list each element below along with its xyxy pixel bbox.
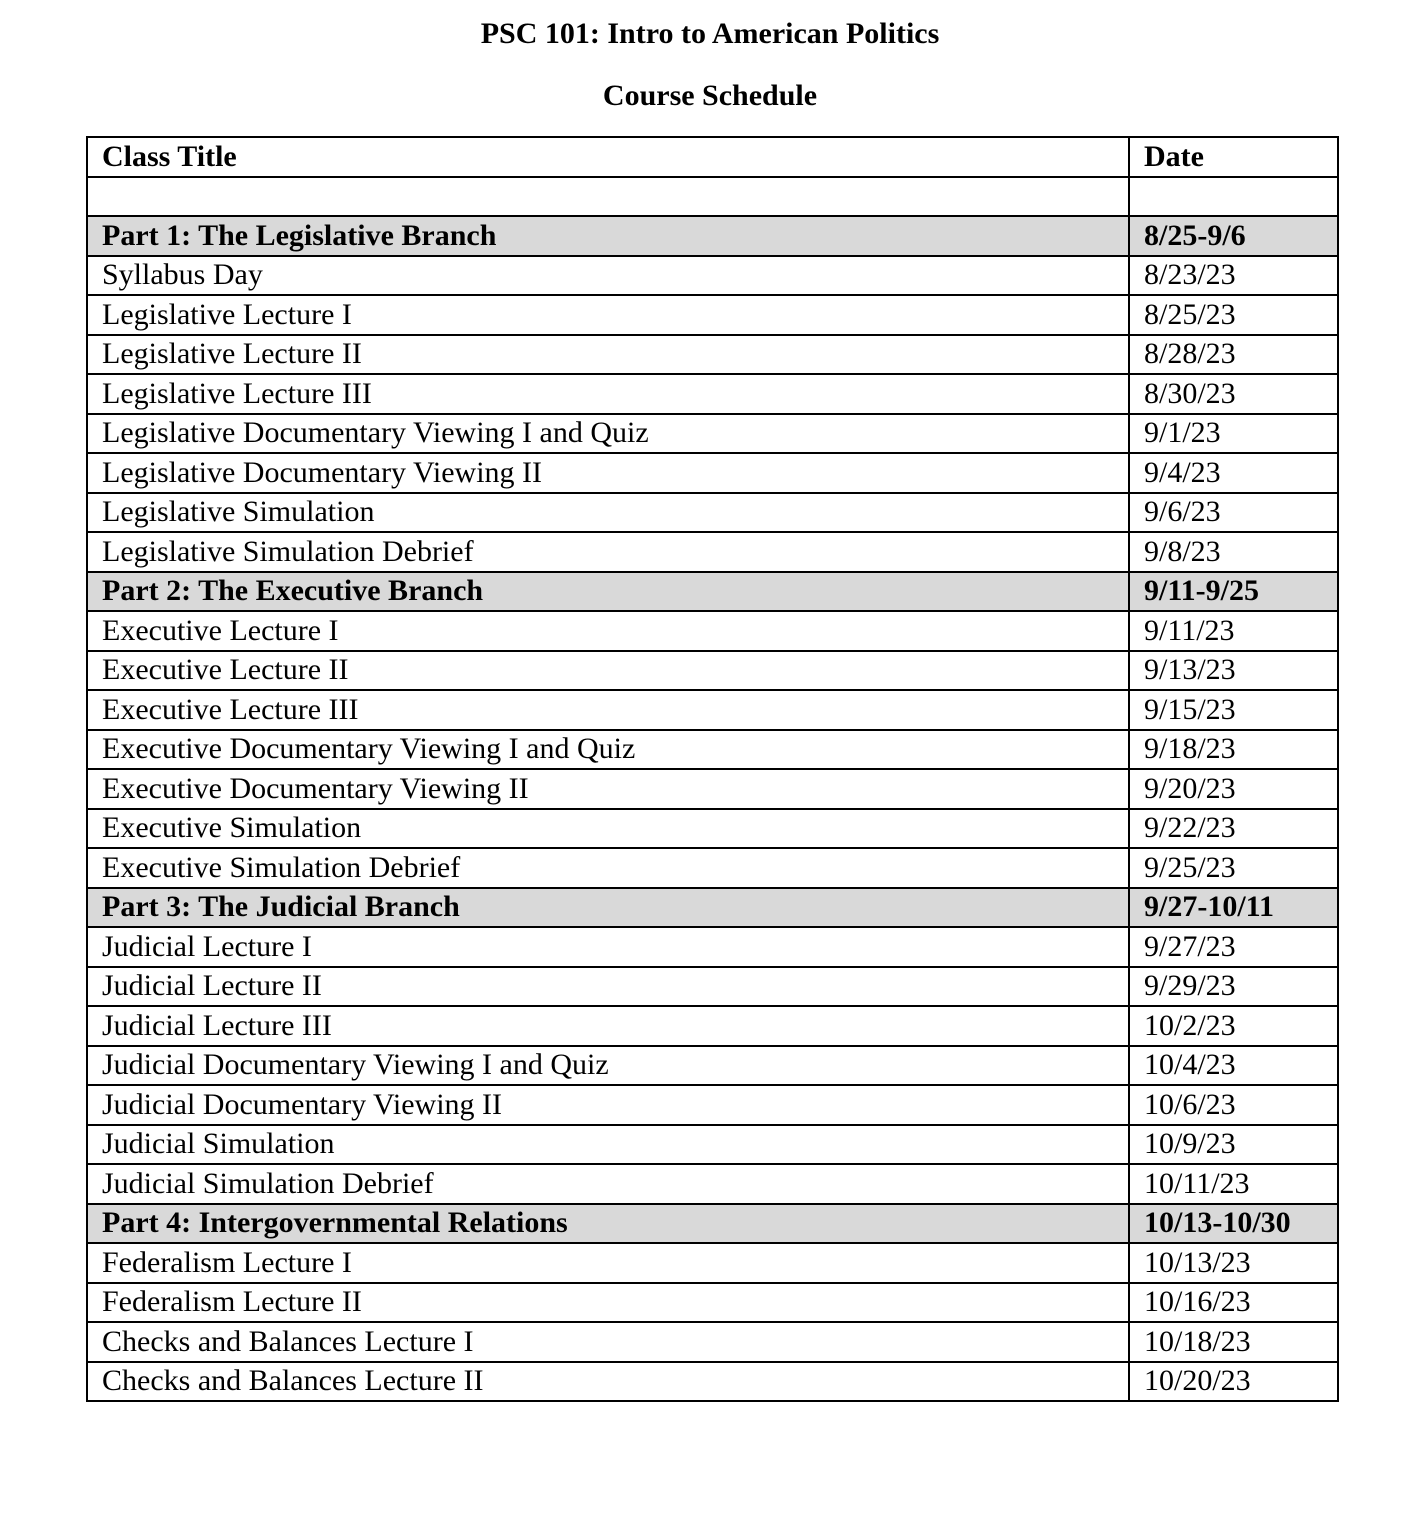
table-row bbox=[87, 1362, 1338, 1402]
date-cell: 8/28/23 bbox=[1129, 335, 1338, 375]
date-cell: 10/11/23 bbox=[1129, 1164, 1338, 1204]
table-row bbox=[87, 532, 1338, 572]
section-title: Part 1: The Legislative Branch bbox=[87, 216, 1129, 256]
class-title-cell: Legislative Simulation bbox=[87, 493, 1129, 533]
class-title-cell: Executive Documentary Viewing I and Quiz bbox=[87, 730, 1129, 770]
date-cell: 10/4/23 bbox=[1129, 1046, 1338, 1086]
table-row bbox=[87, 848, 1338, 888]
class-title-cell: Executive Lecture III bbox=[87, 690, 1129, 730]
date-cell: 9/15/23 bbox=[1129, 690, 1338, 730]
date-cell: 8/25/23 bbox=[1129, 295, 1338, 335]
date-cell: 9/4/23 bbox=[1129, 453, 1338, 493]
table-row bbox=[87, 1164, 1338, 1204]
section-title: Part 3: The Judicial Branch bbox=[87, 888, 1129, 928]
date-cell: 8/30/23 bbox=[1129, 374, 1338, 414]
table-row bbox=[87, 611, 1338, 651]
date-cell: 9/6/23 bbox=[1129, 493, 1338, 533]
table-row bbox=[87, 1283, 1338, 1323]
table-row bbox=[87, 769, 1338, 809]
class-title-cell: Judicial Documentary Viewing II bbox=[87, 1085, 1129, 1125]
date-cell: 9/1/23 bbox=[1129, 414, 1338, 454]
date-cell: 10/16/23 bbox=[1129, 1283, 1338, 1323]
class-title-cell: Checks and Balances Lecture I bbox=[87, 1322, 1129, 1362]
table-row bbox=[87, 1322, 1338, 1362]
table-body bbox=[87, 177, 1338, 1402]
section-header-row bbox=[87, 572, 1338, 612]
class-title-cell: Syllabus Day bbox=[87, 256, 1129, 296]
table-row bbox=[87, 374, 1338, 414]
column-header-class-title: Class Title bbox=[87, 137, 1129, 177]
page-subtitle: Course Schedule bbox=[602, 79, 818, 112]
class-title-cell: Judicial Simulation bbox=[87, 1125, 1129, 1165]
class-title-cell: Legislative Lecture II bbox=[87, 335, 1129, 375]
class-title-cell: Legislative Simulation Debrief bbox=[87, 532, 1129, 572]
class-title-cell: Legislative Documentary Viewing I and Quiz bbox=[87, 414, 1129, 454]
section-title: Part 2: The Executive Branch bbox=[87, 572, 1129, 612]
section-header-row bbox=[87, 1204, 1338, 1244]
blank-row bbox=[87, 177, 1338, 217]
table-row bbox=[87, 1125, 1338, 1165]
date-cell: 9/13/23 bbox=[1129, 651, 1338, 691]
date-cell bbox=[1129, 177, 1338, 217]
section-title: Part 4: Intergovernmental Relations bbox=[87, 1204, 1129, 1244]
date-cell: 9/25/23 bbox=[1129, 848, 1338, 888]
class-title-cell: Legislative Lecture III bbox=[87, 374, 1129, 414]
section-date-range: 8/25-9/6 bbox=[1129, 216, 1338, 256]
date-cell: 9/29/23 bbox=[1129, 967, 1338, 1007]
page-title: PSC 101: Intro to American Politics bbox=[480, 17, 940, 50]
class-title-cell: Executive Lecture I bbox=[87, 611, 1129, 651]
date-cell: 8/23/23 bbox=[1129, 256, 1338, 296]
class-title-cell: Federalism Lecture I bbox=[87, 1243, 1129, 1283]
table-header-row bbox=[87, 137, 1338, 177]
class-title-cell: Legislative Lecture I bbox=[87, 295, 1129, 335]
class-title-cell: Judicial Lecture III bbox=[87, 1006, 1129, 1046]
date-cell: 10/20/23 bbox=[1129, 1362, 1338, 1402]
section-header-row bbox=[87, 216, 1338, 256]
date-cell: 9/22/23 bbox=[1129, 809, 1338, 849]
table-row bbox=[87, 690, 1338, 730]
table-row bbox=[87, 809, 1338, 849]
date-cell: 9/27/23 bbox=[1129, 927, 1338, 967]
class-title-cell: Checks and Balances Lecture II bbox=[87, 1362, 1129, 1402]
class-title-cell: Federalism Lecture II bbox=[87, 1283, 1129, 1323]
table-row bbox=[87, 1006, 1338, 1046]
table-row bbox=[87, 256, 1338, 296]
date-cell: 9/8/23 bbox=[1129, 532, 1338, 572]
date-cell: 10/9/23 bbox=[1129, 1125, 1338, 1165]
table-row bbox=[87, 651, 1338, 691]
table-row bbox=[87, 414, 1338, 454]
table-row bbox=[87, 1243, 1338, 1283]
table-row bbox=[87, 730, 1338, 770]
date-cell: 10/18/23 bbox=[1129, 1322, 1338, 1362]
table-row bbox=[87, 453, 1338, 493]
date-cell: 10/13/23 bbox=[1129, 1243, 1338, 1283]
column-header-date: Date bbox=[1129, 137, 1338, 177]
class-title-cell: Executive Simulation bbox=[87, 809, 1129, 849]
class-title-cell: Legislative Documentary Viewing II bbox=[87, 453, 1129, 493]
table-row bbox=[87, 1085, 1338, 1125]
table-row bbox=[87, 493, 1338, 533]
class-title-cell: Executive Lecture II bbox=[87, 651, 1129, 691]
section-header-row bbox=[87, 888, 1338, 928]
class-title-cell: Judicial Lecture I bbox=[87, 927, 1129, 967]
class-title-cell: Judicial Simulation Debrief bbox=[87, 1164, 1129, 1204]
class-title-cell: Judicial Lecture II bbox=[87, 967, 1129, 1007]
date-cell: 9/20/23 bbox=[1129, 769, 1338, 809]
section-date-range: 9/11-9/25 bbox=[1129, 572, 1338, 612]
date-cell: 10/6/23 bbox=[1129, 1085, 1338, 1125]
table-row bbox=[87, 335, 1338, 375]
table-row bbox=[87, 967, 1338, 1007]
section-date-range: 9/27-10/11 bbox=[1129, 888, 1338, 928]
class-title-cell: Judicial Documentary Viewing I and Quiz bbox=[87, 1046, 1129, 1086]
table-row bbox=[87, 295, 1338, 335]
class-title-cell bbox=[87, 177, 1129, 217]
course-schedule-table bbox=[86, 136, 1339, 1402]
date-cell: 10/2/23 bbox=[1129, 1006, 1338, 1046]
section-date-range: 10/13-10/30 bbox=[1129, 1204, 1338, 1244]
table-row bbox=[87, 1046, 1338, 1086]
table-row bbox=[87, 927, 1338, 967]
date-cell: 9/18/23 bbox=[1129, 730, 1338, 770]
date-cell: 9/11/23 bbox=[1129, 611, 1338, 651]
class-title-cell: Executive Simulation Debrief bbox=[87, 848, 1129, 888]
class-title-cell: Executive Documentary Viewing II bbox=[87, 769, 1129, 809]
